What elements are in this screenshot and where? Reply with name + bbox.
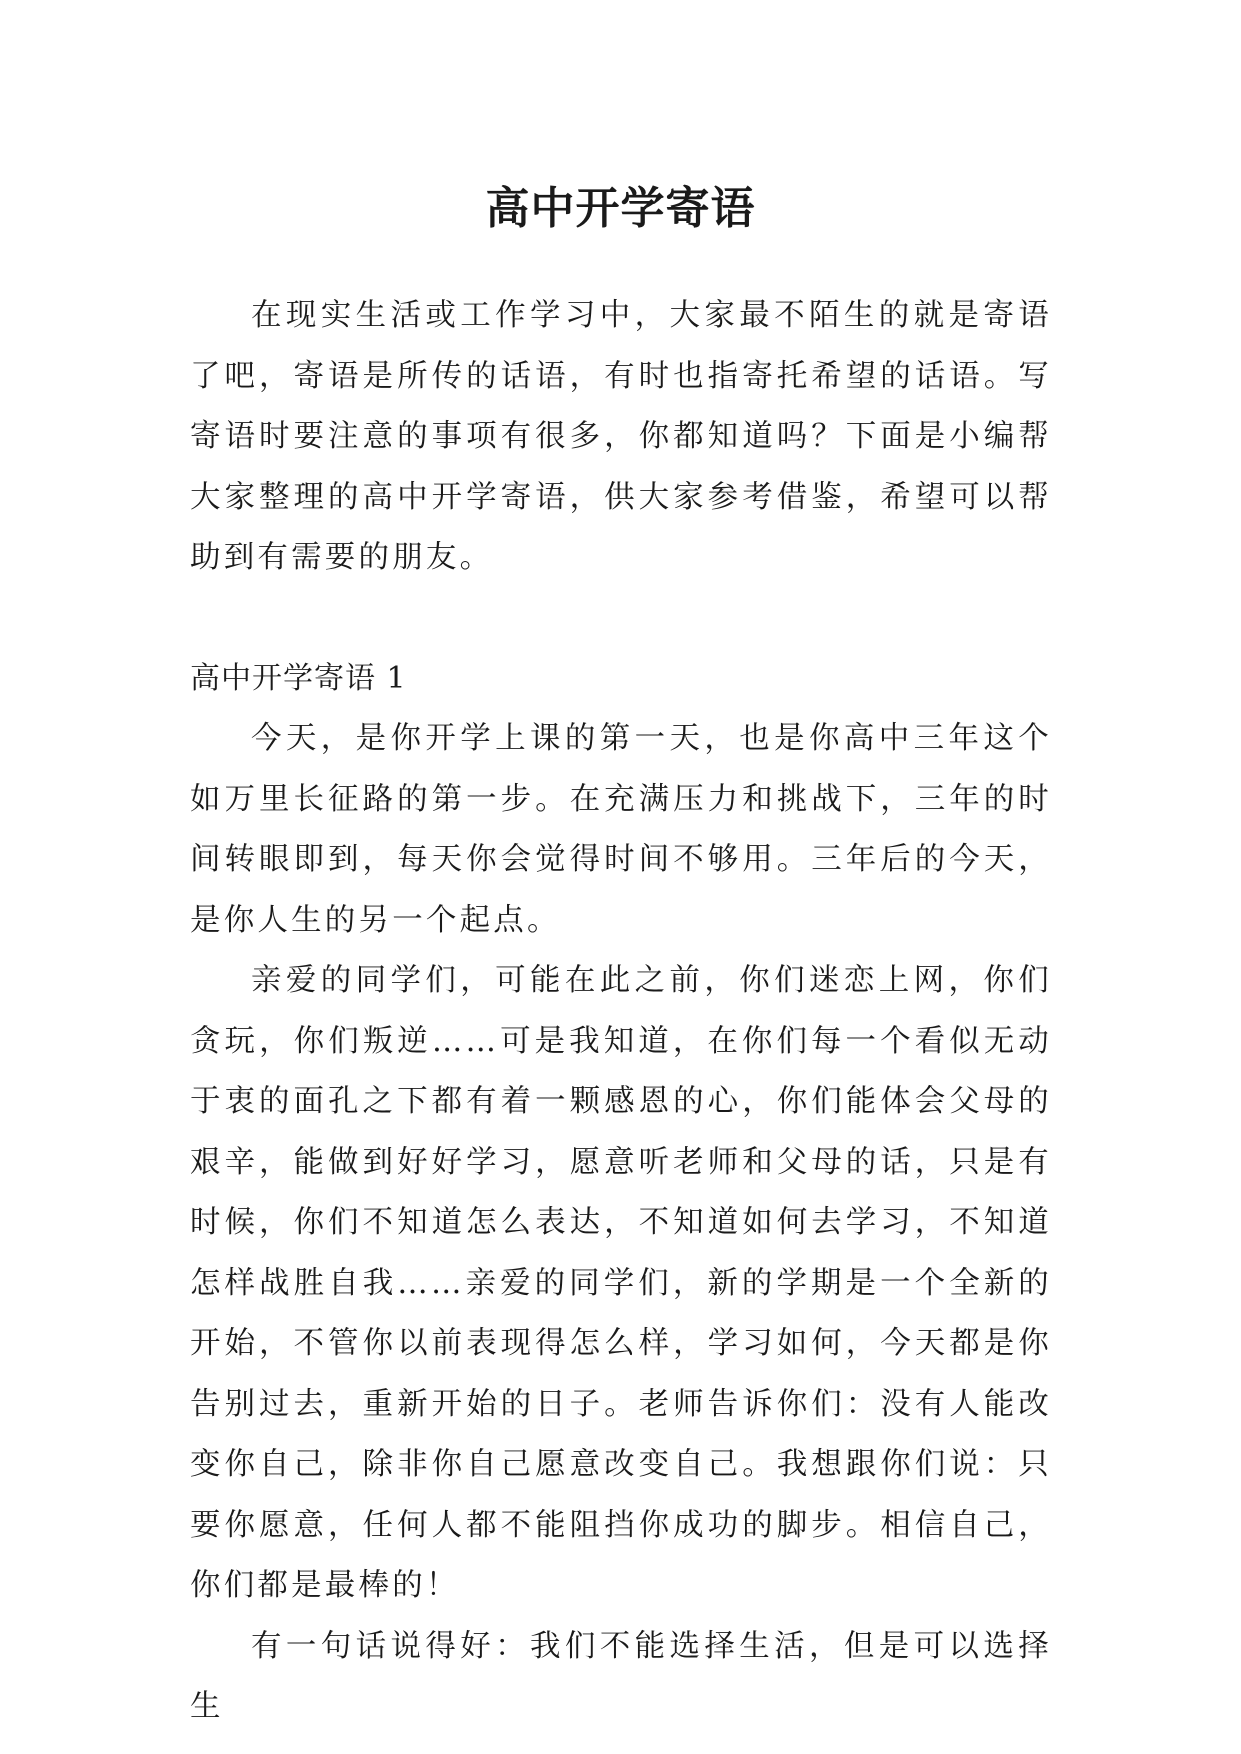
document-title: 高中开学寄语 (485, 183, 756, 235)
body-paragraph-2: 亲爱的同学们，可能在此之前，你们迷恋上网，你们贪玩，你们叛逆……可是我知道，在你们每一个看似无动于衷的面孔之下都有着一颗感恩的心，你们能体会父母的艰辛，能做到好好学习，愿意听老师和父母的话，只是有时候，你们不知道怎么表达，不知道如何去学习，不知道怎样战胜自我……亲爱的同学们，新的学期是一个全新的开始，不管你以前表现得怎么样，学习如何，今天都是你告别过去，重新开始的日子。老师告诉你们：没有人能改变你自己，除非你自己愿意改变自己。我想跟你们说：只要你愿意，任何人都不能阻挡你成功的脚步。相信自己，你们都是最棒的！ (190, 963, 1052, 1603)
document-body (190, 286, 1052, 1738)
section-heading: 高中开学寄语 1 (190, 660, 407, 696)
intro-paragraph: 在现实生活或工作学习中，大家最不陌生的就是寄语了吧，寄语是所传的话语，有时也指寄托希望的话语。写寄语时要注意的事项有很多，你都知道吗？下面是小编帮大家整理的高中开学寄语，供大家参考借鉴，希望可以帮助到有需要的朋友。 (190, 298, 1052, 575)
body-paragraph-3: 有一句话说得好：我们不能选择生活，但是可以选择生 (190, 1628, 1052, 1724)
body-paragraph-1: 今天，是你开学上课的第一天，也是你高中三年这个如万里长征路的第一步。在充满压力和挑战下，三年的时间转眼即到，每天你会觉得时间不够用。三年后的今天，是你人生的另一个起点。 (190, 721, 1052, 938)
section-gap (190, 589, 1052, 649)
